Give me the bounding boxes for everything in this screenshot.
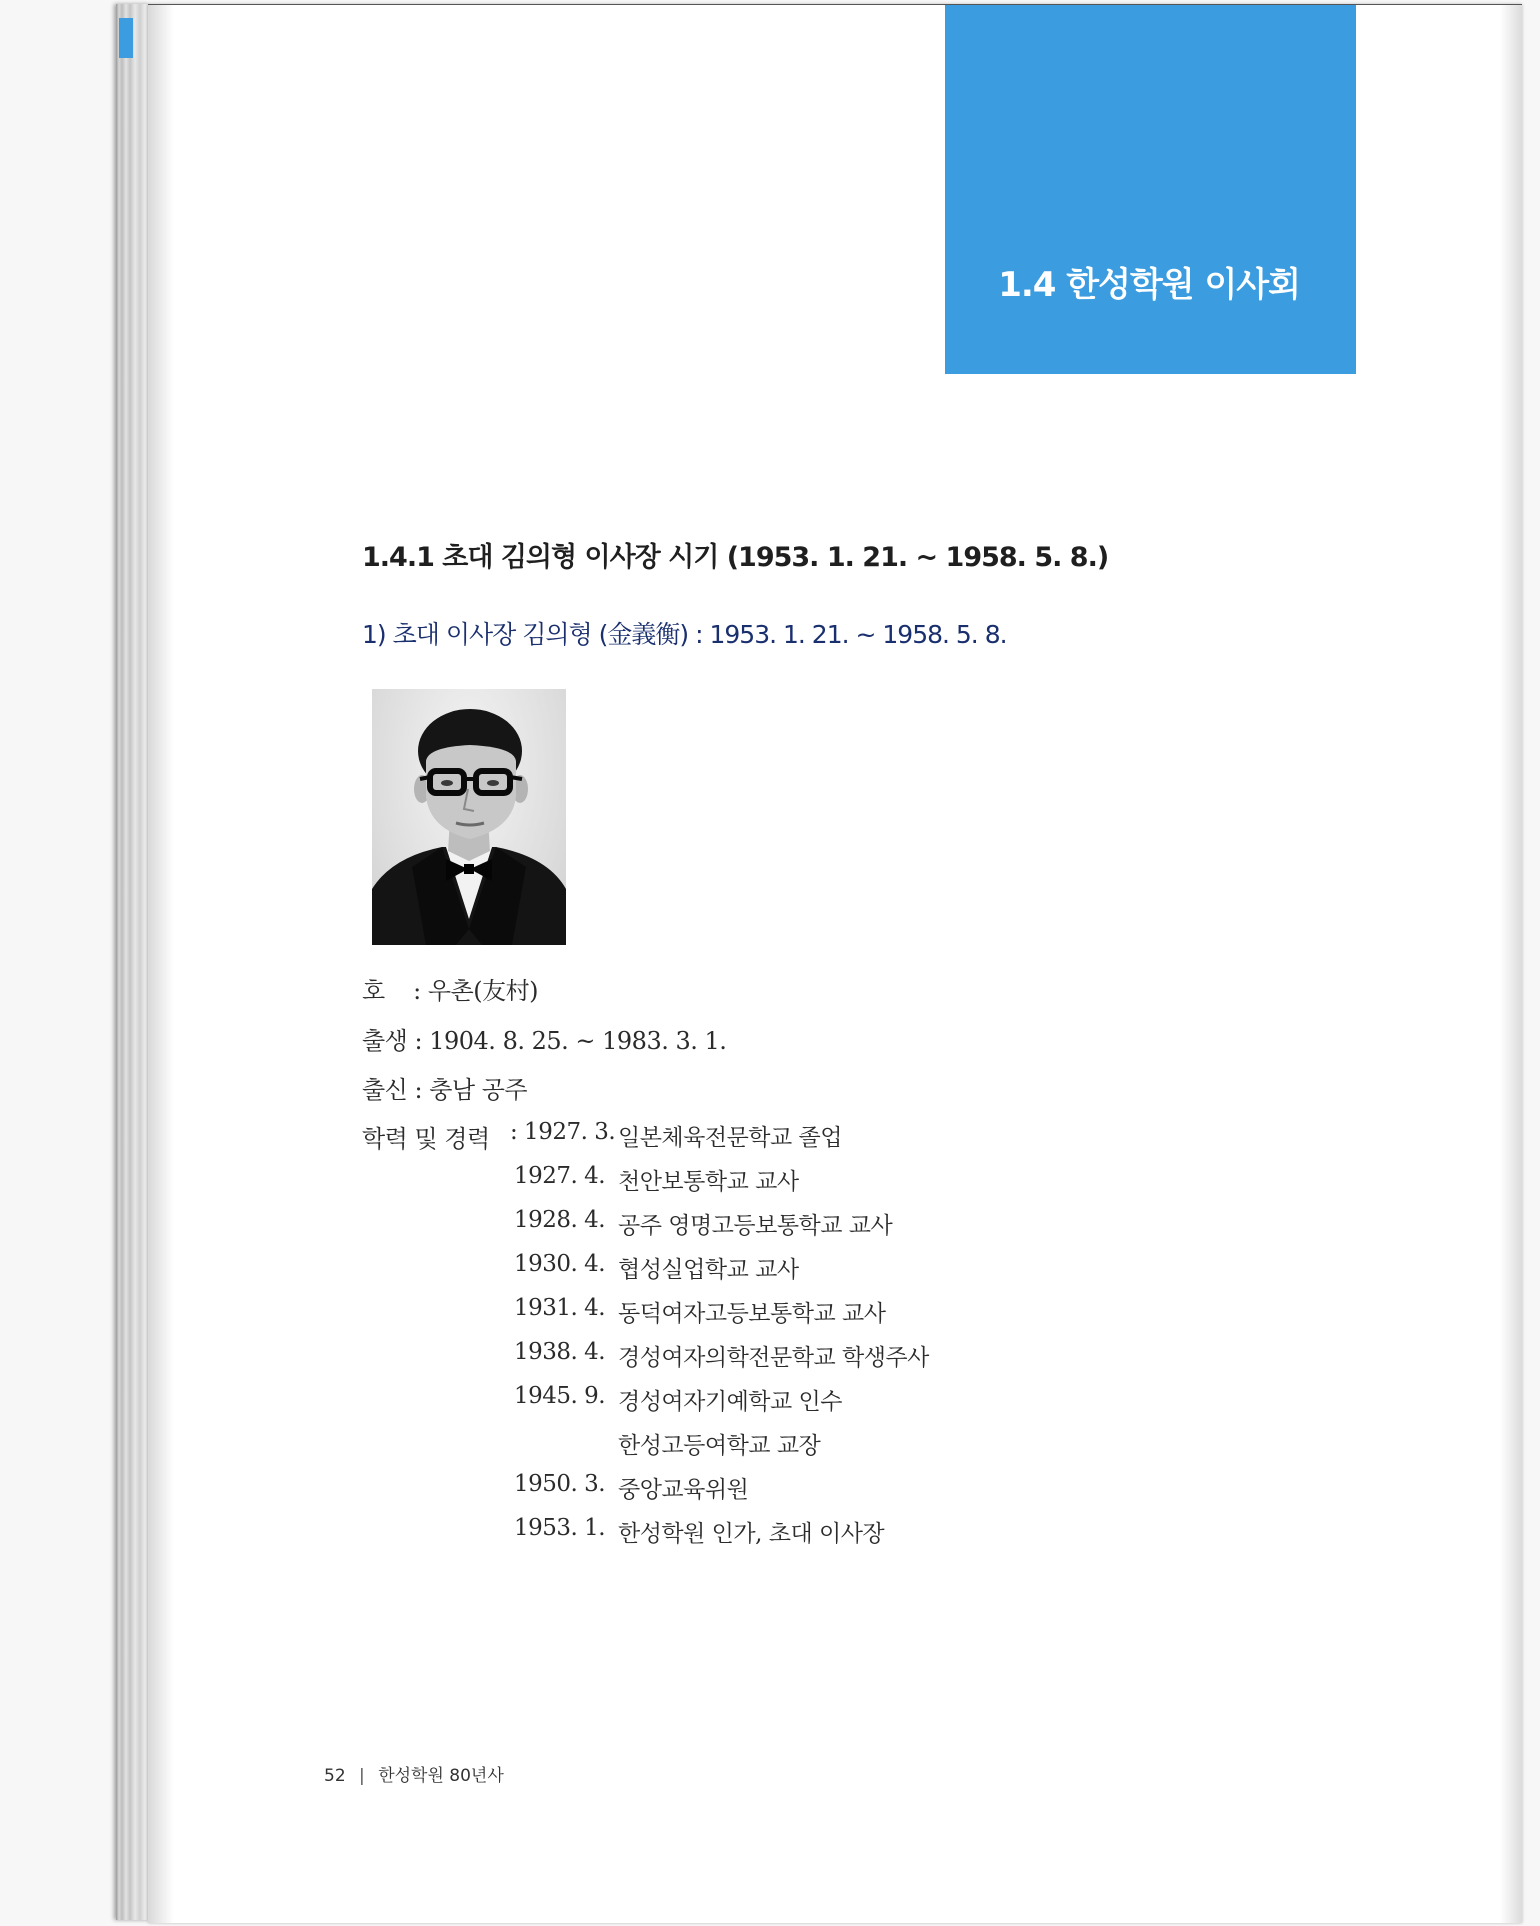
profile-career-label: 학력 및 경력 [362,1125,490,1153]
career-date: 1938. 4. [514,1339,606,1365]
career-date: 1928. 4. [514,1207,606,1233]
profile-ho-label: 호 [362,977,385,1005]
career-text: 중앙교육위원 [618,1477,749,1503]
career-text: 경성여자기예학교 인수 [618,1389,842,1415]
section-tab-marker [119,18,133,58]
profile-birth-value: : 1904. 8. 25. ~ 1983. 3. 1. [414,1027,727,1055]
career-text: 동덕여자고등보통학교 교사 [618,1301,886,1327]
page-gutter-shade [148,5,174,1923]
career-text: 협성실업학교 교사 [618,1257,799,1283]
career-text: 한성학원 인가, 초대 이사장 [618,1521,885,1547]
career-date: 1953. 1. [514,1515,606,1541]
career-text: 한성고등여학교 교장 [618,1433,821,1459]
career-date: : 1927. 3. [510,1119,616,1145]
profile-origin [362,1070,527,1105]
page-stack-edge [116,4,150,1920]
career-text: 경성여자의학전문학교 학생주사 [618,1345,929,1371]
portrait-illustration [372,689,566,945]
portrait-photo [372,689,566,945]
career-date: 1945. 9. [514,1383,606,1409]
profile-origin-value: : 충남 공주 [414,1076,528,1104]
profile-ho [362,971,538,1006]
career-text: 천안보통학교 교사 [618,1169,799,1195]
chapter-title: 1.4 한성학원 이사회 [998,265,1300,305]
page-footer [324,1761,504,1786]
subsection-title: 1) 초대 이사장 김의형 (金義衡) : 1953. 1. 21. ~ 1958. 5. 8. [362,620,1007,649]
career-text: 공주 영명고등보통학교 교사 [618,1213,893,1239]
book-page [148,4,1522,1923]
page-number: 52 [324,1766,346,1786]
career-date: 1950. 3. [514,1471,606,1497]
page-edge-shade [1500,5,1522,1923]
profile-ho-value: : 우촌(友村) [413,977,538,1005]
profile-birth-label: 출생 [362,1027,408,1055]
career-date: 1930. 4. [514,1251,606,1277]
career-date: 1927. 4. [514,1163,606,1189]
footer-separator: | [359,1766,365,1786]
career-text: 일본체육전문학교 졸업 [618,1125,842,1151]
career-date: 1931. 4. [514,1295,606,1321]
book-title: 한성학원 80년사 [378,1766,504,1786]
section-title: 1.4.1 초대 김의형 이사장 시기 (1953. 1. 21. ~ 1958. 5. 8.) [362,542,1109,573]
chapter-header-box [945,5,1356,374]
profile-origin-label: 출신 [362,1076,408,1104]
profile-birth [362,1021,726,1056]
